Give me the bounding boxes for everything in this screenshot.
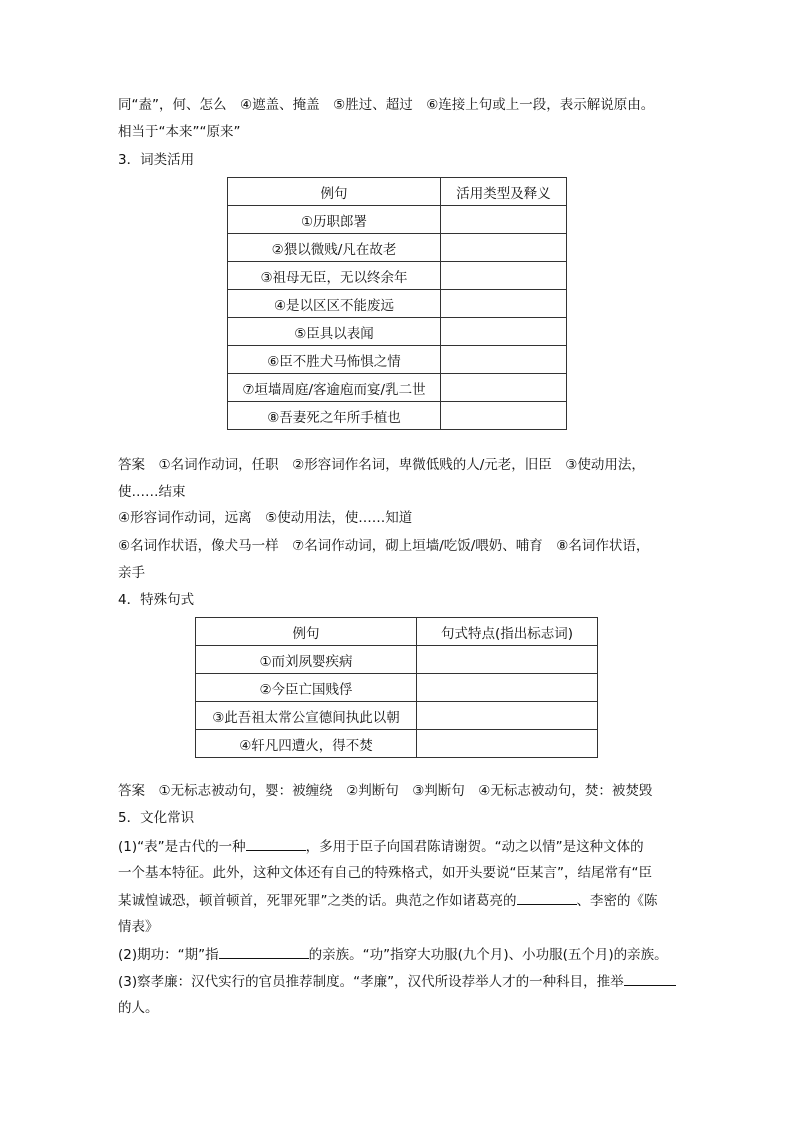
fill-blank-1[interactable]	[246, 836, 306, 851]
section-4-title: 4．特殊句式	[118, 592, 195, 608]
answer-cell[interactable]	[441, 318, 567, 346]
table-row	[196, 646, 598, 674]
table-row	[228, 234, 567, 262]
example-cell: ⑧吾妻死之年所手植也	[228, 402, 441, 430]
table-header-row	[228, 178, 567, 206]
answer-cell[interactable]	[441, 206, 567, 234]
culture-p1-text-d: 某诚惶诚恐，顿首顿首，死罪死罪”之类的话。典范之作如诸葛亮的	[118, 893, 517, 909]
table-header-row	[196, 618, 598, 646]
culture-p1-text-b: ，多用于臣子向国君陈请谢贺。“动之以情”是这种文体的	[305, 839, 644, 855]
example-cell: ④是以区区不能废远	[228, 290, 441, 318]
table-row	[196, 730, 598, 758]
section-3-title: 3．词类活用	[118, 152, 195, 168]
intro-line-2: 相当于“本来”“原来”	[118, 124, 241, 140]
culture-p2-text-b: 的亲族。“功”指穿大功服(九个月)、小功服(五个月)的亲族。	[308, 947, 668, 963]
answer-cell[interactable]	[417, 674, 598, 702]
table-row	[228, 374, 567, 402]
culture-p1-line-2: 一个基本特征。此外，这种文体还有自己的特殊格式，如开头要说“臣某言”，结尾常有“臣	[118, 865, 652, 881]
table-row	[228, 262, 567, 290]
fill-blank-3[interactable]	[219, 944, 309, 959]
culture-p3-line-1	[118, 971, 676, 992]
answer-cell[interactable]	[441, 402, 567, 430]
example-cell: ①而刘夙婴疾病	[196, 646, 417, 674]
answer-4-line: 答案 ①无标志被动句，婴：被缠绕 ②判断句 ③判断句 ④无标志被动句，焚：被焚毁	[118, 783, 653, 799]
answer-cell[interactable]	[441, 234, 567, 262]
answer-3-line-2: 使……结束	[118, 484, 186, 500]
answer-cell[interactable]	[441, 290, 567, 318]
fill-blank-4[interactable]	[624, 971, 676, 986]
table-row	[228, 318, 567, 346]
culture-p1-text-e: 、李密的《陈	[576, 893, 658, 909]
table-header-example: 例句	[196, 618, 417, 646]
fill-blank-2[interactable]	[517, 890, 577, 905]
table-row	[196, 674, 598, 702]
table-header-example: 例句	[228, 178, 441, 206]
example-cell: ②猥以微贱/凡在故老	[228, 234, 441, 262]
example-cell: ③此吾祖太常公宣德间执此以朝	[196, 702, 417, 730]
table-row	[228, 290, 567, 318]
answer-cell[interactable]	[441, 346, 567, 374]
culture-p3-line-2: 的人。	[118, 1000, 159, 1016]
answer-cell[interactable]	[417, 646, 598, 674]
culture-p1-line-1	[118, 836, 644, 857]
answer-cell[interactable]	[441, 374, 567, 402]
answer-cell[interactable]	[441, 262, 567, 290]
table-header-type: 活用类型及释义	[441, 178, 567, 206]
answer-3-line-5: 亲手	[118, 565, 145, 581]
answer-3-line-4: ⑥名词作状语，像犬马一样 ⑦名词作动词，砌上垣墙/吃饭/喂奶、哺育 ⑧名词作状语，	[118, 538, 650, 554]
sentence-pattern-table	[195, 617, 598, 758]
example-cell: ③祖母无臣，无以终余年	[228, 262, 441, 290]
section-5-title: 5．文化常识	[118, 810, 195, 826]
culture-p2-line	[118, 944, 668, 965]
table-row	[196, 702, 598, 730]
culture-p1-text-a: (1)“表”是古代的一种	[118, 839, 246, 855]
example-cell: ④轩凡四遭火，得不焚	[196, 730, 417, 758]
table-row	[228, 402, 567, 430]
answer-3-line-3: ④形容词作动词，远离 ⑤使动用法，使……知道	[118, 510, 413, 526]
table-row	[228, 346, 567, 374]
culture-p1-line-4: 情表》	[118, 919, 159, 935]
answer-3-line-1: 答案 ①名词作动词，任职 ②形容词作名词，卑微低贱的人/元老，旧臣 ③使动用法，	[118, 457, 645, 473]
example-cell: ②今臣亡国贱俘	[196, 674, 417, 702]
table-header-feature: 句式特点(指出标志词)	[417, 618, 598, 646]
word-usage-table	[227, 177, 567, 430]
answer-cell[interactable]	[417, 702, 598, 730]
culture-p1-line-3	[118, 890, 658, 911]
answer-cell[interactable]	[417, 730, 598, 758]
table-row	[228, 206, 567, 234]
example-cell: ⑥臣不胜犬马怖惧之情	[228, 346, 441, 374]
example-cell: ⑦垣墙周庭/客逾庖而宴/乳二世	[228, 374, 441, 402]
intro-line-1: 同“盍”，何、怎么 ④遮盖、掩盖 ⑤胜过、超过 ⑥连接上句或上一段，表示解说原由。	[118, 97, 655, 113]
culture-p3-text-a: (3)察孝廉：汉代实行的官员推荐制度。“孝廉”，汉代所设荐举人才的一种科目，推举	[118, 974, 624, 990]
culture-p2-text-a: (2)期功：“期”指	[118, 947, 219, 963]
example-cell: ①历职郎署	[228, 206, 441, 234]
example-cell: ⑤臣具以表闻	[228, 318, 441, 346]
